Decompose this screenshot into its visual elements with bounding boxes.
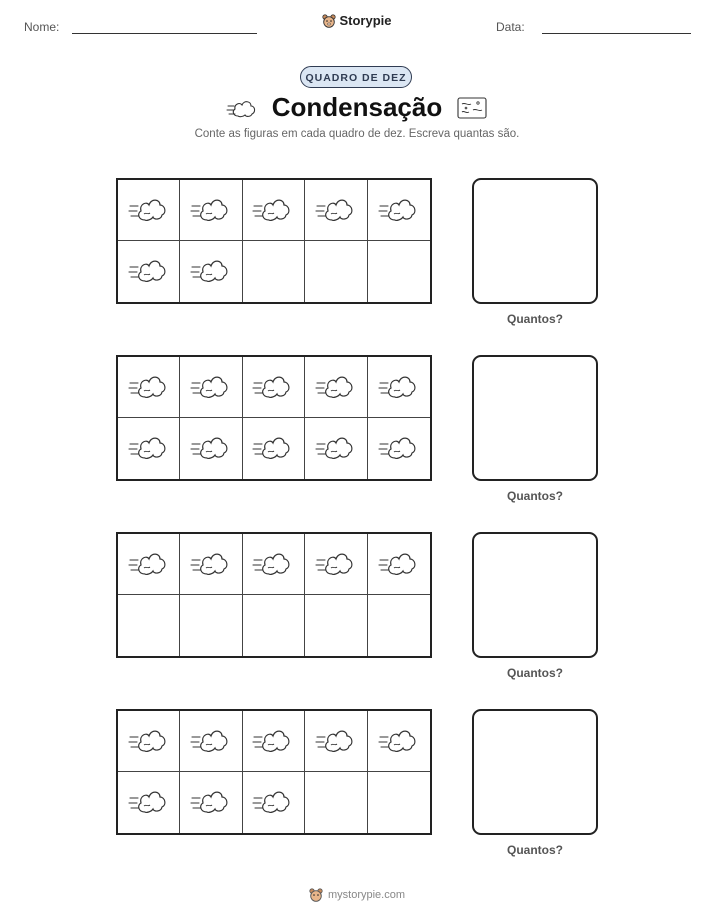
ten-frame-cell <box>368 418 430 479</box>
ten-frame-cell <box>305 595 367 656</box>
ten-frame-cell <box>305 534 367 595</box>
answer-label-1: Quantos? <box>507 312 563 326</box>
ten-frame-cell <box>118 418 180 479</box>
brand-name: Storypie <box>339 13 392 28</box>
ten-frame-cell <box>305 357 367 418</box>
ten-frame-cell <box>243 711 305 772</box>
title-row <box>0 92 714 123</box>
ten-frame-cell <box>180 711 242 772</box>
steam-puff-icon <box>377 722 421 761</box>
ten-frame-cell <box>368 595 430 656</box>
steam-puff-icon <box>189 429 233 468</box>
ten-frame-4 <box>116 709 432 835</box>
steam-puff-icon <box>251 722 295 761</box>
ten-frame-cell <box>243 772 305 833</box>
ten-frame-cell <box>118 595 180 656</box>
steam-puff-icon <box>127 783 171 822</box>
ten-frame-cell <box>180 357 242 418</box>
steam-puff-icon <box>377 368 421 407</box>
ten-frame-cell <box>305 772 367 833</box>
ten-frame-cell <box>368 241 430 302</box>
steam-puff-icon <box>127 722 171 761</box>
footer <box>0 888 714 902</box>
ten-frame-cell <box>368 357 430 418</box>
answer-box-1[interactable] <box>472 178 598 304</box>
ten-frame-cell <box>368 772 430 833</box>
name-label: Nome: <box>24 20 60 34</box>
steam-puff-icon <box>127 191 171 230</box>
ten-frame-2 <box>116 355 432 481</box>
condensation-window-icon <box>456 96 488 120</box>
steam-puff-icon <box>127 252 171 291</box>
ten-frame-cell <box>368 711 430 772</box>
steam-puff-icon <box>127 429 171 468</box>
steam-puff-icon <box>377 429 421 468</box>
steam-cloud-icon <box>226 96 258 120</box>
brand-logo <box>0 13 714 28</box>
steam-puff-icon <box>377 191 421 230</box>
ten-frame-cell <box>180 418 242 479</box>
ten-frame-cell <box>305 241 367 302</box>
steam-puff-icon <box>189 722 233 761</box>
steam-puff-icon <box>251 429 295 468</box>
ten-frame-cell <box>118 180 180 241</box>
ten-frame-cell <box>180 595 242 656</box>
ten-frame-cell <box>243 418 305 479</box>
steam-puff-icon <box>314 368 358 407</box>
ten-frame-cell <box>368 534 430 595</box>
answer-label-3: Quantos? <box>507 666 563 680</box>
footer-url: mystorypie.com <box>327 889 406 901</box>
steam-puff-icon <box>314 722 358 761</box>
steam-puff-icon <box>189 783 233 822</box>
steam-puff-icon <box>251 191 295 230</box>
ten-frame-cell <box>243 241 305 302</box>
steam-puff-icon <box>251 545 295 584</box>
ten-frame-cell <box>180 772 242 833</box>
steam-puff-icon <box>189 545 233 584</box>
ten-frame-cell <box>305 711 367 772</box>
ten-frame-cell <box>368 180 430 241</box>
ten-frame-cell <box>243 595 305 656</box>
answer-label-2: Quantos? <box>507 489 563 503</box>
steam-puff-icon <box>251 783 295 822</box>
ten-frame-cell <box>118 772 180 833</box>
steam-puff-icon <box>127 368 171 407</box>
worksheet-type-badge: QUADRO DE DEZ <box>300 66 412 88</box>
ten-frame-1 <box>116 178 432 304</box>
steam-puff-icon <box>314 429 358 468</box>
ten-frame-cell <box>305 180 367 241</box>
date-line[interactable] <box>542 33 691 34</box>
instructions: Conte as figuras em cada quadro de dez. Escreva quantas são. <box>194 128 520 140</box>
ten-frame-3 <box>116 532 432 658</box>
steam-puff-icon <box>314 545 358 584</box>
steam-puff-icon <box>377 545 421 584</box>
ten-frame-cell <box>243 534 305 595</box>
steam-puff-icon <box>314 191 358 230</box>
steam-puff-icon <box>189 252 233 291</box>
ten-frame-cell <box>305 418 367 479</box>
answer-box-3[interactable] <box>472 532 598 658</box>
bear-face-icon <box>309 888 323 902</box>
ten-frame-cell <box>180 241 242 302</box>
steam-puff-icon <box>189 191 233 230</box>
steam-puff-icon <box>189 368 233 407</box>
ten-frame-cell <box>118 357 180 418</box>
bear-face-icon <box>322 14 336 28</box>
name-line[interactable] <box>72 33 257 34</box>
ten-frame-cell <box>243 180 305 241</box>
ten-frame-cell <box>118 711 180 772</box>
steam-puff-icon <box>127 545 171 584</box>
ten-frame-cell <box>243 357 305 418</box>
ten-frame-cell <box>118 241 180 302</box>
answer-label-4: Quantos? <box>507 843 563 857</box>
date-label: Data: <box>496 20 525 34</box>
steam-puff-icon <box>251 368 295 407</box>
ten-frame-cell <box>180 534 242 595</box>
answer-box-4[interactable] <box>472 709 598 835</box>
ten-frame-cell <box>180 180 242 241</box>
ten-frame-cell <box>118 534 180 595</box>
answer-box-2[interactable] <box>472 355 598 481</box>
page-title: Condensação <box>271 92 443 122</box>
